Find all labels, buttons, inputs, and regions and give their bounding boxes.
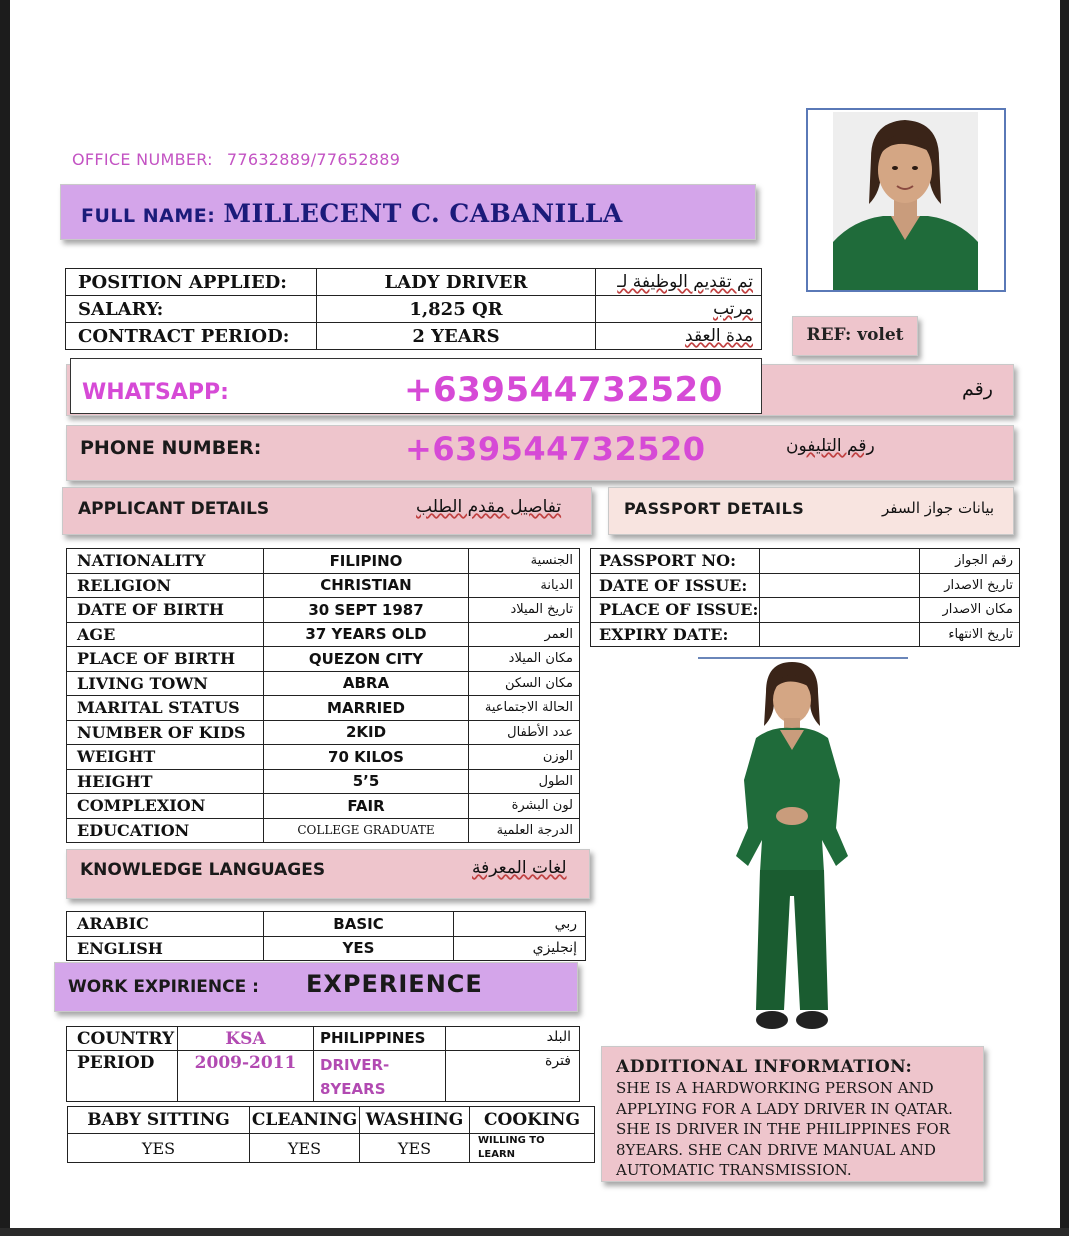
detail-arabic: الديانة bbox=[469, 573, 580, 598]
passport-details-table bbox=[590, 548, 1020, 647]
language-arabic: ربي bbox=[454, 912, 586, 937]
passport-value bbox=[760, 598, 920, 623]
detail-label: COMPLEXION bbox=[67, 794, 264, 819]
table-row bbox=[66, 323, 762, 350]
detail-value: 70 KILOS bbox=[264, 745, 469, 770]
period-1: 2009-2011 bbox=[178, 1051, 314, 1102]
country-2: PHILIPPINES bbox=[314, 1027, 446, 1051]
table-row bbox=[67, 598, 580, 623]
passport-arabic: تاريخ الانتهاء bbox=[920, 622, 1020, 647]
passport-label: PLACE OF ISSUE: bbox=[591, 598, 760, 623]
contract-period-arabic: مدة العقد bbox=[596, 323, 762, 350]
position-value: LADY DRIVER bbox=[317, 269, 596, 296]
detail-label: EDUCATION bbox=[67, 818, 264, 843]
skills-table bbox=[67, 1106, 595, 1163]
passport-arabic: مكان الاصدار bbox=[920, 598, 1020, 623]
table-row bbox=[67, 696, 580, 721]
period-2-line2: 8YEARS bbox=[320, 1080, 386, 1098]
cooking-line2: LEARN bbox=[478, 1149, 516, 1160]
full-name-label: FULL NAME: bbox=[81, 205, 216, 227]
passport-details-arabic: بيانات جواز السفر bbox=[882, 499, 995, 517]
detail-label: RELIGION bbox=[67, 573, 264, 598]
full-name-value: MILLECENT C. CABANILLA bbox=[223, 199, 623, 228]
detail-label: WEIGHT bbox=[67, 745, 264, 770]
detail-arabic: مكان السكن bbox=[469, 671, 580, 696]
office-number-label: OFFICE NUMBER: bbox=[72, 150, 213, 169]
skill-header: CLEANING bbox=[250, 1107, 360, 1134]
skill-value-cooking bbox=[470, 1134, 595, 1163]
languages-table bbox=[66, 911, 586, 961]
passport-arabic: رقم الجواز bbox=[920, 549, 1020, 574]
additional-information-title: ADDITIONAL INFORMATION: bbox=[616, 1057, 913, 1077]
detail-value: CHRISTIAN bbox=[264, 573, 469, 598]
skill-value: YES bbox=[360, 1134, 470, 1163]
table-row bbox=[591, 573, 1020, 598]
phone-label: PHONE NUMBER: bbox=[80, 437, 262, 459]
table-row bbox=[67, 745, 580, 770]
detail-label: DATE OF BIRTH bbox=[67, 598, 264, 623]
detail-value: 30 SEPT 1987 bbox=[264, 598, 469, 623]
office-number-value: 77632889/77652889 bbox=[226, 150, 401, 169]
detail-value: MARRIED bbox=[264, 696, 469, 721]
detail-arabic: لون البشرة bbox=[469, 794, 580, 819]
table-row bbox=[67, 794, 580, 819]
detail-arabic: تاريخ الميلاد bbox=[469, 598, 580, 623]
period-label: PERIOD bbox=[67, 1051, 178, 1102]
detail-label: NATIONALITY bbox=[67, 549, 264, 574]
period-2 bbox=[314, 1051, 446, 1102]
applicant-details-arabic: تفاصيل مقدم الطلب bbox=[416, 497, 562, 517]
position-table bbox=[65, 268, 762, 350]
portrait-photo-icon bbox=[833, 112, 978, 290]
salary-arabic: مرتب bbox=[596, 296, 762, 323]
table-row bbox=[66, 296, 762, 323]
position-label: POSITION APPLIED: bbox=[66, 269, 317, 296]
additional-information-body: SHE IS A HARDWORKING PERSON AND APPLYING FOR A LADY DRIVER IN QATAR. SHE IS DRIVER IN THE PHILIPPINES FOR 8YEARS. SHE CAN DRIVE MANUAL AND AUTOMATIC TRANSMISSION. bbox=[616, 1079, 953, 1179]
table-row bbox=[67, 720, 580, 745]
passport-label: EXPIRY DATE: bbox=[591, 622, 760, 647]
passport-value bbox=[760, 622, 920, 647]
table-row bbox=[67, 936, 586, 961]
table-row bbox=[67, 769, 580, 794]
table-row bbox=[67, 549, 580, 574]
full-name-banner bbox=[60, 184, 756, 240]
full-body-photo-icon bbox=[716, 660, 866, 1040]
additional-information-box bbox=[601, 1046, 984, 1182]
language-level: YES bbox=[264, 936, 454, 961]
passport-label: PASSPORT NO: bbox=[591, 549, 760, 574]
detail-value: 2KID bbox=[264, 720, 469, 745]
detail-arabic: عدد الأطفال bbox=[469, 720, 580, 745]
detail-arabic: الطول bbox=[469, 769, 580, 794]
skill-header: WASHING bbox=[360, 1107, 470, 1134]
detail-value: 5’5 bbox=[264, 769, 469, 794]
detail-label: MARITAL STATUS bbox=[67, 696, 264, 721]
table-row bbox=[68, 1134, 595, 1163]
full-body-photo bbox=[716, 660, 866, 1040]
knowledge-languages-arabic: لغات المعرفة bbox=[472, 858, 567, 878]
country-1: KSA bbox=[178, 1027, 314, 1051]
table-row bbox=[66, 269, 762, 296]
applicant-details-title: APPLICANT DETAILS bbox=[78, 499, 270, 519]
passport-details-title: PASSPORT DETAILS bbox=[624, 499, 805, 518]
table-row bbox=[67, 912, 586, 937]
passport-label: DATE OF ISSUE: bbox=[591, 573, 760, 598]
skill-header: COOKING bbox=[470, 1107, 595, 1134]
detail-value: QUEZON CITY bbox=[264, 647, 469, 672]
salary-label: SALARY: bbox=[66, 296, 317, 323]
language-arabic: إنجليزي bbox=[454, 936, 586, 961]
passport-value bbox=[760, 549, 920, 574]
period-arabic: فترة bbox=[446, 1051, 580, 1102]
passport-value bbox=[760, 573, 920, 598]
country-arabic: البلد bbox=[446, 1027, 580, 1051]
knowledge-languages-title: KNOWLEDGE LANGUAGES bbox=[80, 860, 326, 880]
table-row bbox=[67, 671, 580, 696]
detail-value: FILIPINO bbox=[264, 549, 469, 574]
work-experience-title: WORK EXPIRIENCE : bbox=[68, 977, 259, 997]
language-label: ENGLISH bbox=[67, 936, 264, 961]
position-arabic: تم تقديم الوظيفة لـ bbox=[596, 269, 762, 296]
table-row bbox=[67, 818, 580, 843]
detail-label: HEIGHT bbox=[67, 769, 264, 794]
detail-label: AGE bbox=[67, 622, 264, 647]
detail-label: LIVING TOWN bbox=[67, 671, 264, 696]
detail-label: PLACE OF BIRTH bbox=[67, 647, 264, 672]
detail-arabic: مكان الميلاد bbox=[469, 647, 580, 672]
detail-value: 37 YEARS OLD bbox=[264, 622, 469, 647]
whatsapp-arabic: رقم bbox=[962, 378, 993, 400]
detail-arabic: الدرجة العلمية bbox=[469, 818, 580, 843]
country-label: COUNTRY bbox=[67, 1027, 178, 1051]
detail-value: FAIR bbox=[264, 794, 469, 819]
period-2-line1: DRIVER- bbox=[320, 1056, 390, 1074]
table-row bbox=[68, 1107, 595, 1134]
experience-table bbox=[66, 1026, 580, 1102]
salary-value: 1,825 QR bbox=[317, 296, 596, 323]
page-edge-left bbox=[0, 0, 10, 1236]
detail-arabic: الوزن bbox=[469, 745, 580, 770]
skill-value: YES bbox=[68, 1134, 250, 1163]
phone-number: +639544732520 bbox=[405, 430, 706, 468]
contract-period-label: CONTRACT PERIOD: bbox=[66, 323, 317, 350]
detail-arabic: الحالة الاجتماعية bbox=[469, 696, 580, 721]
portrait-photo bbox=[833, 112, 978, 290]
language-level: BASIC bbox=[264, 912, 454, 937]
table-row bbox=[591, 622, 1020, 647]
table-row bbox=[67, 573, 580, 598]
contract-period-value: 2 YEARS bbox=[317, 323, 596, 350]
office-number bbox=[72, 150, 400, 169]
applicant-details-table bbox=[66, 548, 580, 843]
whatsapp-number: +639544732520 bbox=[404, 370, 723, 410]
table-row bbox=[67, 647, 580, 672]
table-row bbox=[67, 622, 580, 647]
passport-arabic: تاريخ الاصدار bbox=[920, 573, 1020, 598]
ref-badge: REF: volet bbox=[792, 316, 918, 356]
detail-label: NUMBER OF KIDS bbox=[67, 720, 264, 745]
table-row bbox=[591, 549, 1020, 574]
page-edge-right bbox=[1060, 0, 1069, 1236]
table-row bbox=[67, 1027, 580, 1051]
detail-arabic: الجنسية bbox=[469, 549, 580, 574]
page-edge-bottom bbox=[0, 1228, 1069, 1236]
language-label: ARABIC bbox=[67, 912, 264, 937]
whatsapp-label: WHATSAPP: bbox=[82, 380, 229, 405]
cooking-line1: WILLING TO bbox=[478, 1135, 545, 1146]
table-row bbox=[67, 1051, 580, 1102]
skill-value: YES bbox=[250, 1134, 360, 1163]
detail-arabic: العمر bbox=[469, 622, 580, 647]
detail-value: ABRA bbox=[264, 671, 469, 696]
detail-value: COLLEGE GRADUATE bbox=[264, 818, 469, 843]
phone-arabic: رقم التليفون bbox=[786, 436, 875, 456]
table-row bbox=[591, 598, 1020, 623]
divider bbox=[698, 657, 908, 659]
skill-header: BABY SITTING bbox=[68, 1107, 250, 1134]
work-experience-heading: EXPERIENCE bbox=[306, 970, 483, 998]
